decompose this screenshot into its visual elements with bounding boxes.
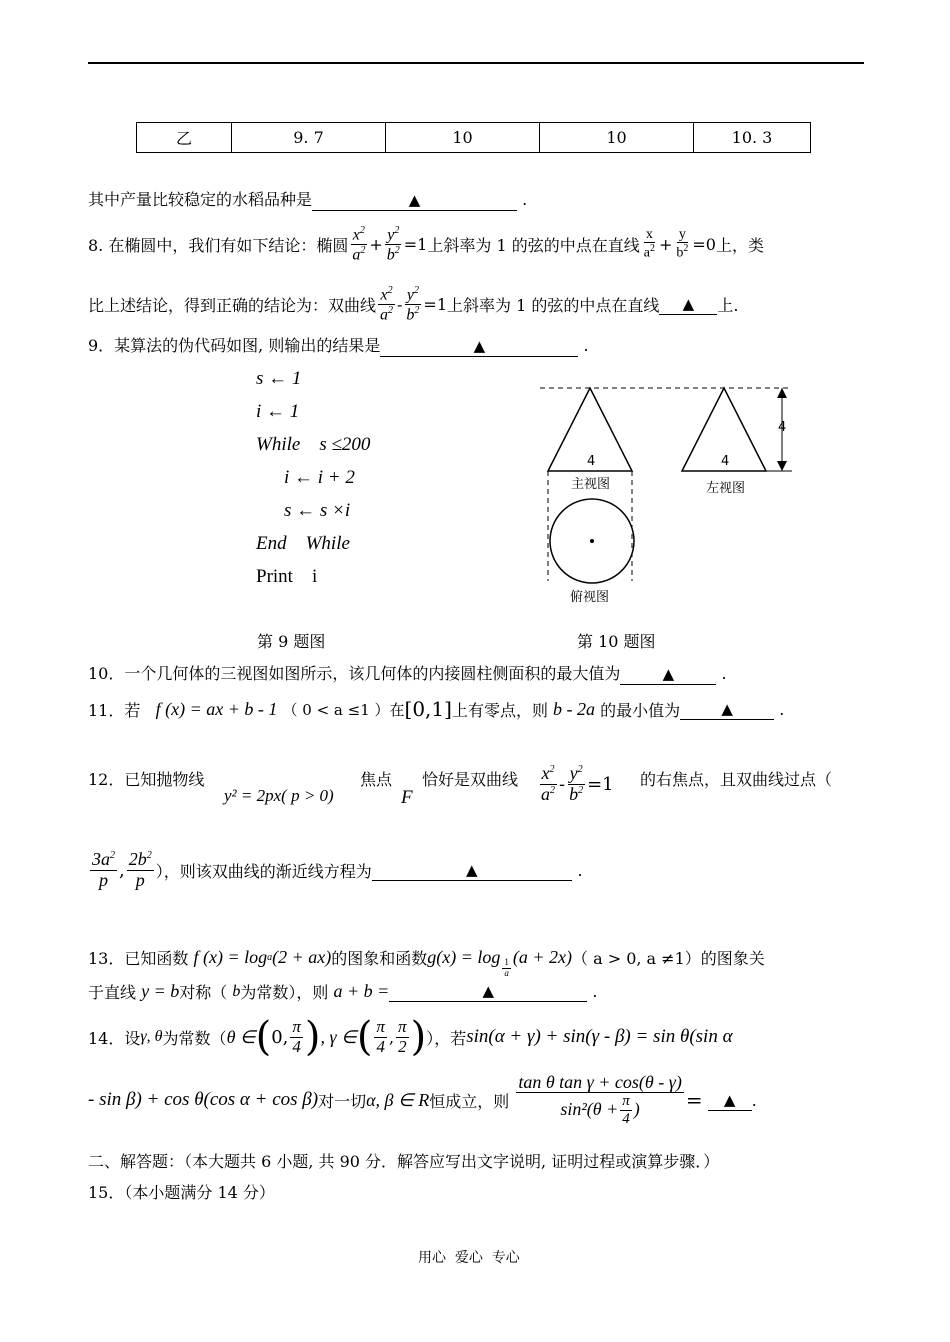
g-expr: g(x) = log bbox=[427, 946, 501, 967]
code-line: s ← s ×i bbox=[284, 500, 351, 521]
period: . bbox=[721, 664, 727, 683]
fraction: $\frac{3a^2}{p}$ bbox=[92, 849, 115, 890]
answer-blank bbox=[620, 664, 716, 685]
code-line: i ← 1 bbox=[256, 401, 300, 422]
triangle-marker: ▲ bbox=[482, 982, 495, 1000]
q14-line1: 14．设 γ, θ 为常数（ θ ∈ ( 0, $\frac{\pi}{4}$ ) , γ ∈ ( $\frac{\pi}{4}$ , $\frac{\pi}{2}$ ) ），若 sin(α + γ) + sin(γ - β) = sin θ(sin α bbox=[88, 1014, 733, 1060]
answer-blank bbox=[659, 294, 717, 315]
period: . bbox=[779, 699, 785, 719]
q7-tail bbox=[88, 187, 527, 211]
parabola-expr: y² = 2px( p > 0) bbox=[224, 786, 334, 805]
q13-line2 bbox=[88, 980, 597, 1003]
target-fraction bbox=[516, 1073, 684, 1128]
q14-text-d: 对一切 bbox=[318, 1091, 367, 1111]
q8-text-d: 比上述结论，得到正确的结论为：双曲线 bbox=[88, 295, 377, 315]
answer-blank bbox=[680, 699, 774, 720]
three-views-figure bbox=[530, 376, 810, 616]
equation-part2: - sin β) + cos θ(cos α + cos β) bbox=[88, 1089, 319, 1110]
equals-zero: =0 bbox=[692, 234, 716, 254]
b-minus-2a-expr: b - 2a bbox=[553, 698, 596, 719]
focus-var: F bbox=[401, 787, 413, 808]
table-cell: 乙 bbox=[137, 123, 232, 153]
log-base-fraction: $\frac{1}{a}$ bbox=[504, 957, 509, 978]
table-cell: 10 bbox=[386, 123, 540, 153]
answer-blank bbox=[380, 336, 578, 357]
condition-expr: （ 0 < a ≤1 ）在 bbox=[282, 700, 405, 719]
fraction: $\frac{y^2}{b^2}$ bbox=[406, 284, 420, 323]
q11-text-c: 的最小值为 bbox=[600, 700, 681, 720]
answer-blank bbox=[372, 860, 572, 881]
numerator: tan θ tan γ + cos(θ - γ) bbox=[518, 1071, 682, 1092]
fraction: $\frac{\pi}{4}$ bbox=[376, 1016, 385, 1056]
fraction: $\frac{y}{b^2}$ bbox=[676, 226, 689, 261]
q12-text-b: 焦点 bbox=[360, 770, 393, 789]
code-line: End While bbox=[256, 533, 350, 554]
fraction: $\frac{\pi}{2}$ bbox=[398, 1016, 407, 1056]
b-var: b bbox=[232, 982, 241, 1000]
q8-line2: 比上述结论，得到正确的结论为：双曲线 $\frac{x^2}{a^2}$ - $\frac{y^2}{b^2}$ =1 上斜率为 1 的弦的中点在直线 ▲ 上. bbox=[88, 284, 739, 323]
gamma-in: , γ ∈ bbox=[320, 1026, 357, 1047]
table-cell: 10. 3 bbox=[694, 123, 811, 153]
f-arg: (2 + ax) bbox=[272, 946, 332, 967]
fraction: $\frac{x^2}{a^2}$ bbox=[541, 763, 555, 804]
interval-expr: [0,1] bbox=[404, 697, 452, 721]
q8-line1: 8. 在椭圆中，我们有如下结论：椭圆 $\frac{x^2}{a^2}$ + $\frac{y^2}{b^2}$ =1 上斜率为 1 的弦的中点在直线 $\frac{x}{a^2}$ + $\frac{y}{b^2}$ =0 上，类 bbox=[88, 224, 764, 263]
triangle-marker: ▲ bbox=[465, 860, 478, 879]
footer: 用心 爱心 专心 bbox=[418, 1250, 520, 1266]
section2-heading: 二、解答题：（本大题共 6 小题, 共 90 分．解答应写出文字说明, 证明过程或演算步骤．） bbox=[88, 1152, 720, 1171]
g-arg: (a + 2x) bbox=[512, 946, 572, 967]
q15-heading: 15．（本小题满分 14 分） bbox=[88, 1183, 275, 1202]
q13-text-e: 对称（ bbox=[179, 983, 228, 1002]
period: . bbox=[522, 190, 528, 209]
answer-blank bbox=[312, 190, 517, 211]
paren-close: ) bbox=[410, 1014, 427, 1060]
period: . bbox=[583, 336, 589, 355]
q12-text-a: 12．已知抛物线 bbox=[88, 770, 205, 789]
front-base-label: 4 bbox=[587, 454, 596, 469]
q14-text-e: 恒成立，则 bbox=[429, 1091, 510, 1111]
q12-text-c: 恰好是双曲线 bbox=[422, 770, 519, 789]
arrow-up-icon bbox=[777, 388, 787, 398]
q8-text-f: 上. bbox=[717, 295, 739, 315]
vars-expr: γ, θ bbox=[140, 1028, 163, 1045]
top-view-label: 俯视图 bbox=[570, 590, 610, 605]
q11-question bbox=[88, 697, 784, 721]
triangle-marker: ▲ bbox=[408, 191, 421, 209]
q8-text-c: 上，类 bbox=[715, 235, 764, 255]
triangle-marker: ▲ bbox=[682, 294, 695, 313]
fraction: $\frac{\pi}{4}$ bbox=[292, 1016, 301, 1056]
table-cell: 9. 7 bbox=[232, 123, 386, 153]
denominator-text: sin²(θ + bbox=[560, 1099, 619, 1120]
equals-sign: = bbox=[685, 1088, 703, 1112]
side-view-label: 左视图 bbox=[706, 481, 746, 496]
q10-question bbox=[88, 661, 727, 685]
q12-text-d: 的右焦点，且双曲线过点（ bbox=[640, 770, 833, 789]
q14-line2 bbox=[88, 1068, 757, 1132]
denominator: sin²(θ + $\frac{\pi}{4}$ ) bbox=[560, 1093, 640, 1127]
center-dot bbox=[590, 539, 594, 543]
height-label: 4 bbox=[778, 420, 787, 435]
paren-open: ( bbox=[255, 1014, 272, 1060]
fraction: $\frac{y^2}{b^2}$ bbox=[569, 763, 584, 804]
hyperbola-expr: $\frac{x^2}{a^2}$ - $\frac{y^2}{b^2}$ =1 bbox=[541, 763, 614, 804]
answer-blank bbox=[389, 981, 587, 1002]
q11-text-b: 上有零点，则 bbox=[451, 700, 548, 720]
q13-text-b: 的图象和函数 bbox=[331, 948, 428, 968]
period: . bbox=[592, 982, 598, 1001]
fraction: $\frac{2b^2}{p}$ bbox=[128, 849, 152, 890]
q13-line1 bbox=[88, 936, 765, 979]
alpha-beta-expr: α, β ∈ R bbox=[366, 1089, 430, 1110]
code-line: While s ≤200 bbox=[256, 434, 371, 455]
q7-text: 其中产量比较稳定的水稻品种是 bbox=[88, 190, 313, 209]
paren-open: ( bbox=[356, 1014, 373, 1060]
q14-text-c: ），若 bbox=[426, 1028, 467, 1048]
side-base-label: 4 bbox=[721, 454, 730, 469]
table-cell: 10 bbox=[540, 123, 694, 153]
q9-question bbox=[88, 333, 589, 357]
log-base: a bbox=[267, 951, 273, 963]
q14-text-b: 为常数（ bbox=[162, 1028, 227, 1048]
theta-in: θ ∈ bbox=[226, 1026, 256, 1047]
q13-text-d: 于直线 bbox=[88, 983, 137, 1002]
q14-text-a: 14．设 bbox=[88, 1028, 141, 1048]
fraction: $\frac{x}{a^2}$ bbox=[643, 226, 655, 261]
period: . bbox=[751, 1090, 757, 1110]
triangle-marker: ▲ bbox=[721, 699, 733, 718]
triangle-marker: ▲ bbox=[723, 1090, 736, 1109]
q13-text-a: 13．已知函数 bbox=[88, 948, 189, 968]
function-expr: f (x) = ax + b - 1 bbox=[155, 698, 278, 719]
fraction: $\frac{x^2}{a^2}$ bbox=[352, 224, 366, 263]
code-line: s ← 1 bbox=[256, 368, 302, 389]
q9-text: 9．某算法的伪代码如图, 则输出的结果是 bbox=[88, 336, 381, 355]
front-view-label: 主视图 bbox=[571, 477, 611, 492]
code-line: i ← i + 2 bbox=[284, 467, 355, 488]
q13-text-c: （ a > 0, a ≠1）的图象关 bbox=[572, 948, 765, 968]
paren-close: ) bbox=[304, 1014, 321, 1060]
equals-one: =1 bbox=[403, 234, 428, 254]
q8-text-b: 上斜率为 1 的弦的中点在直线 bbox=[427, 235, 640, 255]
q11-text-a: 11．若 bbox=[88, 700, 141, 720]
q8-text-e: 上斜率为 1 的弦的中点在直线 bbox=[447, 295, 660, 315]
answer-blank bbox=[708, 1090, 752, 1111]
q9-caption: 第 9 题图 bbox=[257, 632, 326, 651]
line-expr: y = b bbox=[141, 981, 180, 1001]
triangle-marker: ▲ bbox=[662, 665, 675, 683]
f-expr: f (x) = log bbox=[193, 946, 268, 967]
fraction: $\frac{x^2}{a^2}$ bbox=[380, 284, 394, 323]
yield-table bbox=[136, 122, 811, 153]
q10-text: 10．一个几何体的三视图如图所示，该几何体的内接圆柱侧面积的最大值为 bbox=[88, 664, 621, 683]
code-line: Print i bbox=[256, 566, 318, 587]
q8-text-a: 8. 在椭圆中，我们有如下结论：椭圆 bbox=[88, 235, 349, 255]
period: . bbox=[577, 860, 583, 880]
fraction: $\frac{y^2}{b^2}$ bbox=[386, 224, 400, 263]
point-expr: $\frac{3a^2}{p}$ , $\frac{2b^2}{p}$ ），则该双曲线的渐近线方程为 ▲ . bbox=[92, 849, 583, 890]
q13-text-f: 为常数），则 bbox=[240, 983, 329, 1002]
top-rule bbox=[88, 62, 864, 64]
q10-caption: 第 10 题图 bbox=[577, 632, 656, 651]
arrow-down-icon bbox=[777, 461, 787, 471]
triangle-marker: ▲ bbox=[473, 337, 486, 355]
equals-one: =1 bbox=[423, 294, 448, 314]
sum-expr: a + b = bbox=[333, 981, 390, 1001]
table-row bbox=[137, 123, 811, 153]
equation-part1: sin(α + γ) + sin(γ - β) = sin θ(sin α bbox=[466, 1026, 733, 1047]
q12-text-e: ），则该双曲线的渐近线方程为 bbox=[155, 861, 372, 881]
pseudo-code bbox=[256, 368, 370, 599]
